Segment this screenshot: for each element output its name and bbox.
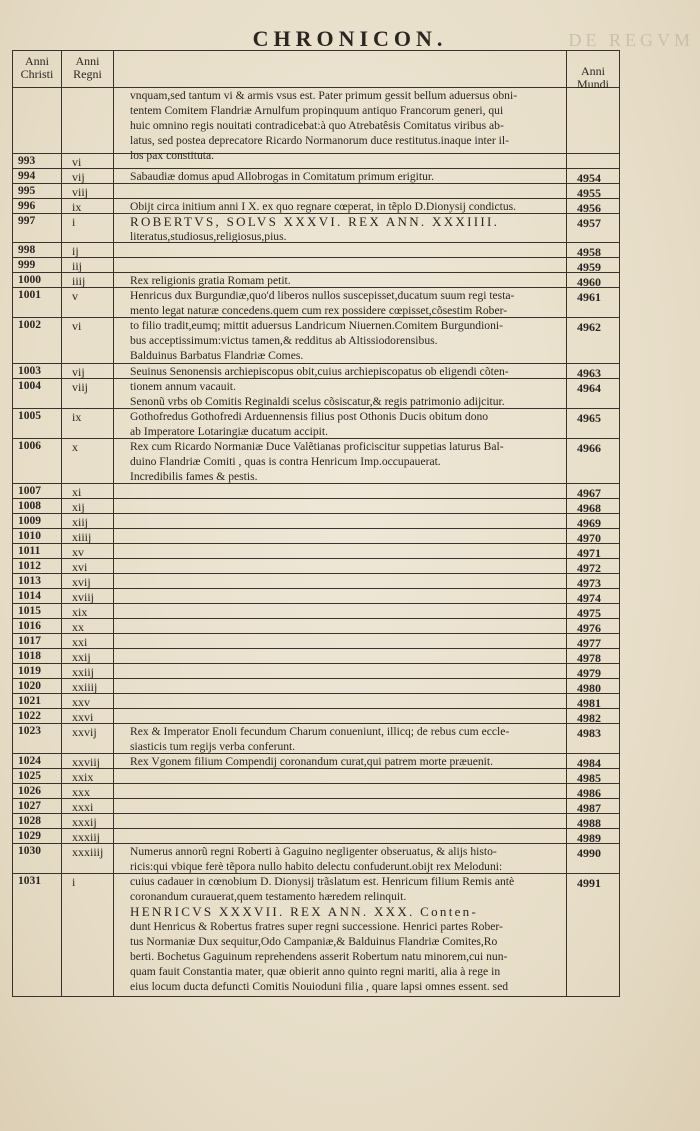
- anno-mundi-cell: 4968: [577, 501, 601, 515]
- anno-christi-cell: 999: [13, 258, 62, 272]
- anno-mundi-cell: 4956: [577, 201, 601, 215]
- anno-mundi-cell: 4971: [577, 546, 601, 560]
- chronicle-text-cell: [114, 814, 567, 828]
- chronicle-text-cell: [114, 679, 567, 693]
- text-line: Rex cum Ricardo Normaniæ Duce Valẽtianas proficiscitur suppetias laturus Bal-: [130, 440, 504, 453]
- text-line: ROBERTVS, SOLVS XXXVI. REX ANN. XXXIIII.: [130, 214, 500, 229]
- show-through-heading: DE REGVM: [568, 30, 694, 50]
- text-line: huic omnino regis nouitati contradicebat:à quo Atrebatêsis Comitatus viribus ab-: [130, 119, 504, 132]
- anno-mundi-cell: 4960: [577, 275, 601, 289]
- text-line: Gothofredus Gothofredi Arduennensis filius post Othonis Ducis obitum dono: [130, 410, 489, 423]
- text-line: latus, sed postea deprecatore Ricardo Normanorum duce restitutus.inaque inter il-: [130, 134, 509, 147]
- chronicle-text-cell: [114, 364, 567, 378]
- anno-christi-cell: 1009: [13, 514, 62, 528]
- table-row: [13, 784, 619, 799]
- header-anni-christi: Anni Christi: [13, 51, 62, 87]
- anno-christi-cell: 1020: [13, 679, 62, 693]
- anno-regni-cell: xxviij: [62, 754, 114, 768]
- chronicle-text-cell: [114, 318, 567, 363]
- chronicle-text-cell: [114, 529, 567, 543]
- text-line: Seuinus Senonensis archiepiscopus obit,cuius archiepiscopatus ob eligendi cõten-: [130, 365, 509, 378]
- anno-mundi-cell: 4954: [577, 171, 601, 185]
- table-row: [13, 169, 619, 184]
- chronicle-text-cell: [114, 184, 567, 198]
- anno-regni-cell: viij: [62, 184, 114, 198]
- anno-mundi-cell: 4990: [577, 846, 601, 860]
- anno-regni-cell: xiij: [62, 514, 114, 528]
- anno-regni-cell: xxiij: [62, 664, 114, 678]
- anno-mundi-cell: 4975: [577, 606, 601, 620]
- anno-regni-cell: xx: [62, 619, 114, 633]
- table-row: [13, 214, 619, 243]
- table-row: [13, 154, 619, 169]
- anno-mundi-cell: 4980: [577, 681, 601, 695]
- anno-christi-cell: 1004: [13, 379, 62, 408]
- chronicle-text-cell: [114, 379, 567, 408]
- anno-christi-cell: 1012: [13, 559, 62, 573]
- anno-mundi-cell: 4964: [577, 381, 601, 395]
- anno-regni-cell: ij: [62, 243, 114, 257]
- chronicle-text-cell: [114, 799, 567, 813]
- header-anni-mundi: Anni Mundi: [576, 64, 609, 91]
- chronicle-text-cell: [114, 694, 567, 708]
- anno-mundi-cell: 4989: [577, 831, 601, 845]
- text-line: eius locum ducta defuncti Comitis Nouioduni filia , quare lapsi omnes essent. sed: [130, 980, 509, 993]
- anno-christi-cell: 1013: [13, 574, 62, 588]
- text-line: Henricus dux Burgundiæ,quo'd liberos nullos suscepisset,ducatum suum regi testa-: [130, 289, 515, 302]
- chronicle-text-cell: [114, 724, 567, 753]
- chronicle-text-cell: [114, 514, 567, 528]
- anno-christi-cell: 1011: [13, 544, 62, 558]
- text-line: ab Imperatore Lotaringiæ ducatum accipit.: [130, 425, 328, 438]
- text-line: Rex religionis gratia Romam petit.: [130, 274, 291, 287]
- anno-christi-cell: 995: [13, 184, 62, 198]
- table-row: [13, 589, 619, 604]
- anno-regni-cell: xxxiij: [62, 829, 114, 843]
- chronicle-text-cell: [114, 634, 567, 648]
- anno-regni-cell: xxi: [62, 634, 114, 648]
- anno-christi-cell: 1002: [13, 318, 62, 363]
- table-row: [13, 634, 619, 649]
- anno-regni-cell: xxvi: [62, 709, 114, 723]
- anno-christi-cell: 1016: [13, 619, 62, 633]
- chronicle-text-cell: [114, 288, 567, 317]
- table-row: [13, 514, 619, 529]
- anno-regni-cell: xxvij: [62, 724, 114, 753]
- table-body: [13, 88, 619, 996]
- chronicle-text-cell: [114, 243, 567, 257]
- anno-regni-cell: xxix: [62, 769, 114, 783]
- chronicle-text-cell: [114, 559, 567, 573]
- anno-mundi-cell: 4963: [577, 366, 601, 380]
- running-head: CHRONICON.: [252, 26, 448, 51]
- anno-mundi-cell: 4967: [577, 486, 601, 500]
- anno-mundi-cell: [567, 154, 619, 168]
- table-row: [13, 829, 619, 844]
- anno-mundi-cell: 4991: [577, 876, 601, 890]
- chronicle-text-cell: [114, 169, 567, 183]
- chronicle-text-cell: [114, 574, 567, 588]
- anno-christi-cell: 1006: [13, 439, 62, 483]
- chronicle-text-cell: [114, 874, 567, 996]
- anno-regni-cell: vi: [62, 318, 114, 363]
- text-line: Sabaudiæ domus apud Allobrogas in Comitatum primum erigitur.: [130, 170, 434, 183]
- anno-christi-cell: 1018: [13, 649, 62, 663]
- anno-christi-cell: 1022: [13, 709, 62, 723]
- anno-christi-cell: 1007: [13, 484, 62, 498]
- table-row: [13, 409, 619, 439]
- anno-christi-cell: 1008: [13, 499, 62, 513]
- header-text-column: [114, 51, 567, 87]
- chronicle-text-cell: [114, 784, 567, 798]
- anno-mundi-cell: 4979: [577, 666, 601, 680]
- anno-regni-cell: v: [62, 288, 114, 317]
- chronicle-text-cell: [114, 88, 567, 162]
- column-headers: [13, 51, 619, 91]
- anno-christi-cell: 1001: [13, 288, 62, 317]
- table-row: [13, 379, 619, 409]
- anno-christi-cell: 1029: [13, 829, 62, 843]
- anno-mundi-cell: 4962: [577, 320, 601, 334]
- text-line: duino Flandriæ Comiti , quas is contra Henricum Imp.occupauerat.: [130, 455, 441, 468]
- anno-mundi-cell: 4986: [577, 786, 601, 800]
- chronicle-text-cell: [114, 214, 567, 242]
- text-line: quam fauit Constantia mater, quæ obierit anno quinto regni mariti, alia à rege in: [130, 965, 501, 978]
- anno-regni-cell: ix: [62, 409, 114, 438]
- anno-mundi-cell: 4981: [577, 696, 601, 710]
- anno-christi-cell: 1010: [13, 529, 62, 543]
- table-row: [13, 769, 619, 784]
- table-row: [13, 649, 619, 664]
- table-row: [13, 499, 619, 514]
- anno-mundi-cell: 4977: [577, 636, 601, 650]
- anno-mundi-cell: 4972: [577, 561, 601, 575]
- anno-regni-cell: iiij: [62, 273, 114, 287]
- table-row: [13, 529, 619, 544]
- table-row: [13, 273, 619, 288]
- anno-regni-cell: vij: [62, 169, 114, 183]
- anno-regni-cell: x: [62, 439, 114, 483]
- anno-regni-cell: xi: [62, 484, 114, 498]
- anno-regni-cell: viij: [62, 379, 114, 408]
- anno-christi-cell: [13, 88, 62, 153]
- chronicle-text-cell: [114, 484, 567, 498]
- anno-christi-cell: 1031: [13, 874, 62, 996]
- anno-mundi-cell: 4970: [577, 531, 601, 545]
- anno-mundi-cell: 4985: [577, 771, 601, 785]
- anno-christi-cell: 1027: [13, 799, 62, 813]
- anno-mundi-cell: 4959: [577, 260, 601, 274]
- table-row: [13, 184, 619, 199]
- anno-christi-cell: 1026: [13, 784, 62, 798]
- table-row: [13, 694, 619, 709]
- anno-christi-cell: 997: [13, 214, 62, 242]
- text-line: tentem Comitem Flandriæ Arnulfum propinquum antiquo Francorum generi, qui: [130, 104, 504, 117]
- table-row: [13, 754, 619, 769]
- anno-christi-cell: 996: [13, 199, 62, 213]
- anno-mundi-cell: 4982: [577, 711, 601, 725]
- anno-regni-cell: [62, 88, 114, 153]
- anno-christi-cell: 1003: [13, 364, 62, 378]
- text-line: mento legat naturæ concedens.quem cum rex possidere cœpisset,cõsestim Rober-: [130, 304, 508, 317]
- table-row: [13, 619, 619, 634]
- anno-regni-cell: xiiij: [62, 529, 114, 543]
- anno-mundi-cell: 4969: [577, 516, 601, 530]
- anno-regni-cell: xxxiiij: [62, 844, 114, 873]
- table-row: [13, 559, 619, 574]
- anno-regni-cell: ix: [62, 199, 114, 213]
- anno-mundi-cell: [567, 88, 619, 153]
- chronicle-text-cell: [114, 604, 567, 618]
- table-row: [13, 709, 619, 724]
- anno-christi-cell: 1000: [13, 273, 62, 287]
- table-row: [13, 574, 619, 589]
- chronicle-text-cell: [114, 649, 567, 663]
- anno-regni-cell: xij: [62, 499, 114, 513]
- text-line: tus Normaniæ Dux sequitur,Odo Campaniæ,& Balduinus Flandriæ Comites,Ro: [130, 935, 498, 948]
- table-row: [13, 318, 619, 364]
- chronicle-text-cell: [114, 273, 567, 287]
- text-line: bus acceptissimum:victus tamen,& redditus ab Altissiodorensibus.: [130, 334, 438, 347]
- text-line: literatus,studiosus,religiosus,pius.: [130, 230, 287, 243]
- text-line: siasticis tum regijs verba conferunt.: [130, 740, 296, 753]
- anno-regni-cell: xxx: [62, 784, 114, 798]
- text-line: Incredibilis fames & pestis.: [130, 470, 258, 483]
- anno-christi-cell: 1005: [13, 409, 62, 438]
- chronicle-text-cell: [114, 544, 567, 558]
- text-line: cuius cadauer in cœnobium D. Dionysij trãslatum est. Henricum filium Remis antè: [130, 875, 515, 888]
- anno-regni-cell: xxij: [62, 649, 114, 663]
- table-row: [13, 243, 619, 258]
- table-row: [13, 724, 619, 754]
- anno-christi-cell: 1019: [13, 664, 62, 678]
- anno-regni-cell: xvi: [62, 559, 114, 573]
- anno-mundi-cell: 4988: [577, 816, 601, 830]
- text-line: coronandum curauerat,quem testamento hæredem relinquit.: [130, 890, 407, 903]
- anno-mundi-cell: 4966: [577, 441, 601, 455]
- table-row: [13, 258, 619, 273]
- anno-mundi-cell: 4957: [577, 216, 601, 230]
- anno-mundi-cell: 4961: [577, 290, 601, 304]
- anno-regni-cell: xxiiij: [62, 679, 114, 693]
- header-anni-regni: Anni Regni: [62, 51, 114, 87]
- text-line: Rex Vgonem filium Compendij coronandum curat,qui patrem morte præuenit.: [130, 755, 493, 768]
- anno-christi-cell: 1028: [13, 814, 62, 828]
- table-row: [13, 844, 619, 874]
- anno-christi-cell: 1023: [13, 724, 62, 753]
- text-line: Balduinus Barbatus Flandriæ Comes.: [130, 349, 304, 362]
- anno-christi-cell: 1021: [13, 694, 62, 708]
- text-line: Senonũ vrbs ob Comitis Reginaldi scelus cõsiscatur,& regis patrimonio adijcitur.: [130, 395, 505, 408]
- anno-mundi-cell: 4976: [577, 621, 601, 635]
- text-line: Numerus annorũ regni Roberti à Gaguino negligenter obseruatus, & alijs histo-: [130, 845, 497, 858]
- chronicle-text-cell: [114, 844, 567, 873]
- anno-christi-cell: 994: [13, 169, 62, 183]
- anno-regni-cell: xxxi: [62, 799, 114, 813]
- anno-christi-cell: 993: [13, 154, 62, 168]
- anno-mundi-cell: 4958: [577, 245, 601, 259]
- anno-regni-cell: xix: [62, 604, 114, 618]
- text-line: dunt Henricus & Robertus fratres super regni successione. Henrici partes Rober-: [130, 920, 503, 933]
- anno-christi-cell: 1017: [13, 634, 62, 648]
- anno-regni-cell: xvij: [62, 574, 114, 588]
- anno-mundi-cell: 4984: [577, 756, 601, 770]
- chronicle-text-cell: [114, 589, 567, 603]
- chronicle-text-cell: [114, 619, 567, 633]
- text-line: tionem annum vacauit.: [130, 380, 236, 393]
- chronicle-text-cell: [114, 754, 567, 768]
- anno-mundi-cell: 4987: [577, 801, 601, 815]
- chronicle-table: [12, 50, 620, 997]
- table-row: [13, 439, 619, 484]
- anno-mundi-cell: 4983: [577, 726, 601, 740]
- anno-christi-cell: 1025: [13, 769, 62, 783]
- text-line: vnquam,sed tantum vi & armis vsus est. Pater primum gessit bellum aduersus obni-: [130, 89, 518, 102]
- anno-christi-cell: 1024: [13, 754, 62, 768]
- table-row: [13, 604, 619, 619]
- table-row: [13, 288, 619, 318]
- anno-regni-cell: xxxij: [62, 814, 114, 828]
- chronicle-text-cell: [114, 409, 567, 438]
- table-row: [13, 799, 619, 814]
- anno-mundi-cell: 4955: [577, 186, 601, 200]
- anno-mundi-cell: 4978: [577, 651, 601, 665]
- table-row: [13, 814, 619, 829]
- chronicle-text-cell: [114, 769, 567, 783]
- table-row: [13, 199, 619, 214]
- table-row: [13, 544, 619, 559]
- text-line: los pax constituta.: [130, 149, 215, 162]
- anno-christi-cell: 1015: [13, 604, 62, 618]
- chronicle-text-cell: [114, 499, 567, 513]
- chronicle-text-cell: [114, 199, 567, 213]
- text-line: ricis:qui vbique ferè tẽpora nullo habito delectu confuderunt.obijt rex Meloduni:: [130, 860, 503, 873]
- text-line: Obijt circa initium anni I X. ex quo regnare cœperat, in tẽplo D.Dionysij condictus.: [130, 200, 517, 213]
- anno-christi-cell: 1030: [13, 844, 62, 873]
- anno-regni-cell: xviij: [62, 589, 114, 603]
- table-row: [13, 874, 619, 996]
- table-row: [13, 679, 619, 694]
- anno-regni-cell: iij: [62, 258, 114, 272]
- text-line: to filio tradit,eumq; mittit aduersus Landricum Niuernen.Comitem Burgundioni-: [130, 319, 503, 332]
- text-line: berti. Bochetus Gaguinum reprehendens asserit Robertum natu minorem,cui nun-: [130, 950, 508, 963]
- anno-regni-cell: vij: [62, 364, 114, 378]
- chronicle-text-cell: [114, 709, 567, 723]
- chronicle-text-cell: [114, 829, 567, 843]
- anno-regni-cell: i: [62, 874, 114, 996]
- anno-regni-cell: i: [62, 214, 114, 242]
- table-row: [13, 364, 619, 379]
- chronicle-text-cell: [114, 664, 567, 678]
- anno-christi-cell: 1014: [13, 589, 62, 603]
- text-line: HENRICVS XXXVII. REX ANN. XXX. Conten-: [130, 904, 479, 919]
- anno-regni-cell: xv: [62, 544, 114, 558]
- text-line: Rex & Imperator Enoli fecundum Charum conueniunt, illicq; de rebus cum eccle-: [130, 725, 510, 738]
- chronicle-text-cell: [114, 258, 567, 272]
- anno-mundi-cell: 4973: [577, 576, 601, 590]
- table-row: [13, 664, 619, 679]
- anno-regni-cell: vi: [62, 154, 114, 168]
- anno-christi-cell: 998: [13, 243, 62, 257]
- anno-mundi-cell: 4974: [577, 591, 601, 605]
- table-row: [13, 484, 619, 499]
- chronicle-text-cell: [114, 154, 567, 168]
- anno-regni-cell: xxv: [62, 694, 114, 708]
- chronicle-text-cell: [114, 439, 567, 483]
- anno-mundi-cell: 4965: [577, 411, 601, 425]
